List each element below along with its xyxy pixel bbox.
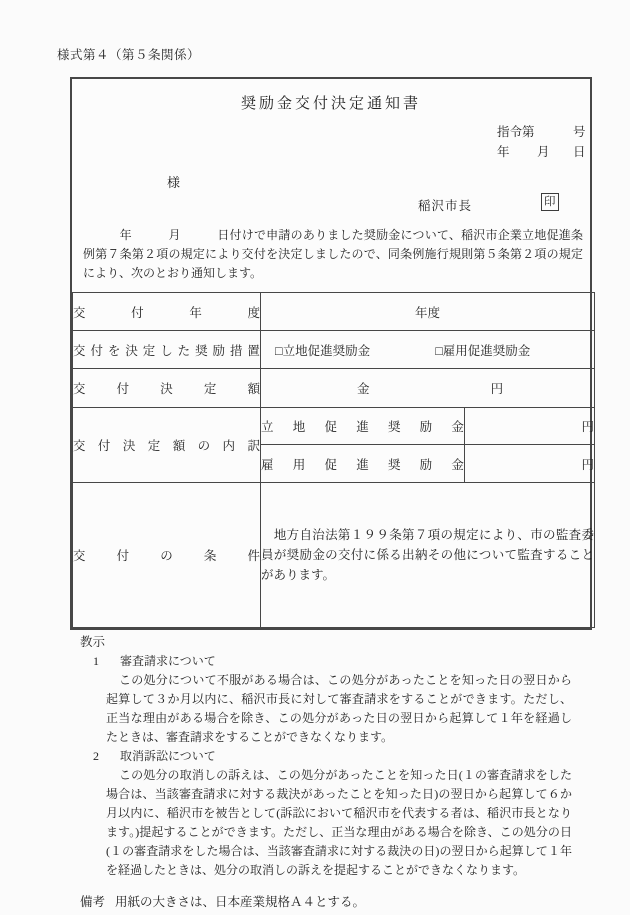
kyoji-item-1-number: 1 [93, 654, 99, 668]
table-row-fiscal-year [73, 293, 595, 331]
kyoji-item-1-body: この処分について不服がある場合は、この処分があったことを知った日の翌日から起算して３か月以内に、稲沢市長に対して審査請求をすることができます。ただし、正当な理由がある場合を除き、この処分があった日の翌日から起算して１年を経過したときは、審査請求をすることができなくなります。 [106, 673, 572, 744]
directive-number-label: 指令第 [497, 125, 535, 139]
breakdown-location-unit: 円 [581, 420, 595, 434]
date-year-label: 年 [497, 145, 510, 159]
seal-mark: 印 [541, 193, 559, 211]
option-employment-incentive-label: 雇用促進奨励金 [442, 343, 531, 358]
option-location-incentive [275, 344, 370, 358]
kyoji-item-2-title: 取消訴訟について [120, 749, 216, 763]
option-employment-incentive [435, 344, 530, 358]
remark-text: 用紙の大きさは、日本産業規格Ａ４とする。 [115, 895, 366, 909]
kyoji-item-2 [80, 747, 580, 880]
row-label-conditions: 交 付 の 条 件 [73, 549, 260, 563]
breakdown-employment-label: 雇 用 促 進 奨 励 金 [261, 457, 464, 472]
fiscal-year-value: 年度 [415, 305, 441, 320]
remark [80, 893, 580, 912]
kyoji-item-2-number: 2 [93, 749, 99, 763]
intro-paragraph: 年 月 日付けで申請のありました奨励金について、稲沢市企業立地促進条例第７条第２項の規定により交付を決定しましたので、同条例施行規則第５条第２項の規定により、次のとおり通知します。 [83, 228, 583, 280]
conditions-text: 地方自治法第１９９条第７項の規定により、市の監査委員が奨励金の交付に係る出納その他について監査することがあります。 [261, 528, 595, 582]
table-row-conditions [73, 483, 595, 628]
row-label-amount: 交 付 決 定 額 [73, 382, 260, 396]
date-day-label: 日 [573, 145, 586, 159]
breakdown-location-label: 立 地 促 進 奨 励 金 [261, 420, 464, 434]
checkbox-employment-incentive[interactable]: □ [435, 343, 443, 358]
issuer-title: 稲沢市長 [418, 199, 473, 213]
notice-header [72, 79, 590, 292]
document-title: 奨励金交付決定通知書 [240, 96, 421, 112]
form-style-label: 様式第４（第５条関係） [57, 48, 201, 62]
checkbox-location-incentive[interactable]: □ [275, 343, 283, 358]
date-month-label: 月 [537, 145, 550, 159]
kyoji-item-1-title: 審査請求について [120, 654, 216, 668]
remark-label: 備考 [80, 895, 106, 909]
table-row-amount [73, 369, 595, 408]
table-row-measures [73, 331, 595, 369]
table-row-breakdown-location [73, 408, 595, 445]
appeal-instructions [80, 633, 580, 912]
row-label-breakdown: 交 付 決 定 額 の 内 訳 [73, 439, 260, 453]
kyoji-item-2-body: この処分の取消しの訴えは、この処分があったことを知った日(１の審査請求をした場合は、当該審査請求に対する裁決があったことを知った日)の翌日から起算して６か月以内に、稲沢市を被告として(訴訟において稲沢市を代表する者は、稲沢市長となります。)提起することができます。ただし、正当な理由がある場合を除き、この処分の日(１の審査請求をした場合は、当該審査請求に対する裁決の日)の翌日から起算して１年を経過したときは、処分の取消しの訴えを提起することができなくなります。 [106, 768, 572, 877]
row-label-fiscal-year: 交 付 年 度 [73, 305, 260, 320]
amount-unit: 円 [490, 382, 504, 396]
row-label-measures: 交 付 を 決 定 し た 奨 励 措 置 [73, 343, 260, 358]
kyoji-heading: 教示 [80, 635, 106, 649]
decision-table [72, 292, 595, 628]
directive-number-unit: 号 [573, 125, 586, 139]
option-location-incentive-label: 立地促進奨励金 [282, 343, 371, 358]
addressee-honorific: 様 [167, 175, 181, 190]
amount-prefix: 金 [357, 382, 370, 396]
notice-box [70, 77, 595, 630]
kyoji-item-1 [80, 652, 580, 747]
breakdown-employment-unit: 円 [581, 457, 595, 472]
